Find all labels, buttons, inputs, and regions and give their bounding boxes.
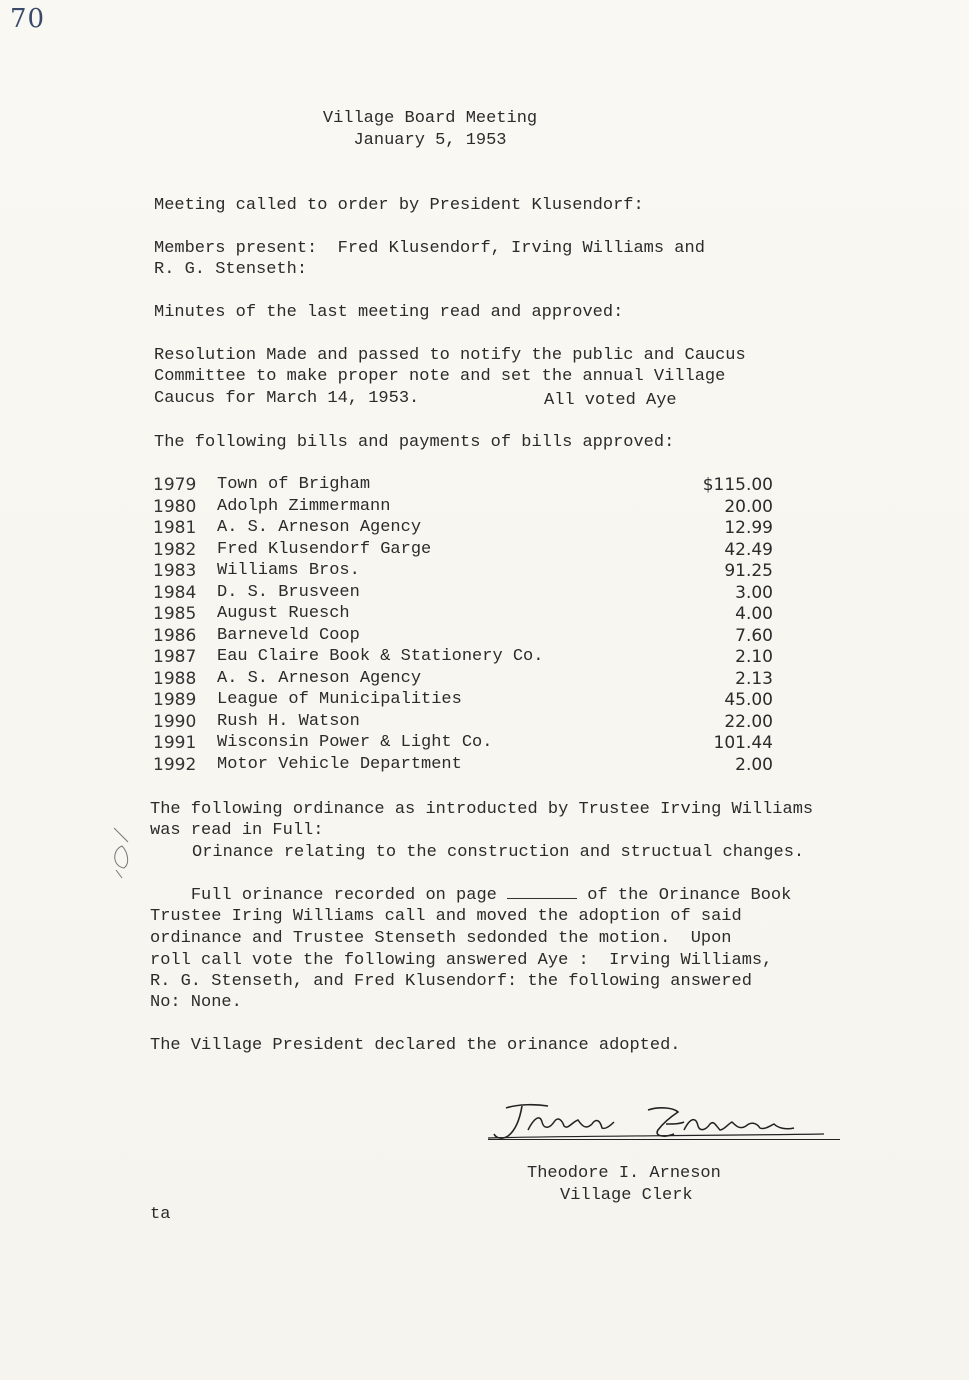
bill-row <box>153 583 773 604</box>
bill-row <box>153 733 773 754</box>
bill-number: 1983 <box>153 561 197 581</box>
bill-payee: Motor Vehicle Department <box>217 755 462 774</box>
resolution-line-1: Resolution Made and passed to notify the public and Caucus <box>154 346 746 365</box>
signature-line <box>488 1139 840 1140</box>
bill-payee: Williams Bros. <box>217 561 360 580</box>
bill-amount: 12.99 <box>724 518 773 538</box>
bill-payee: Barneveld Coop <box>217 626 360 645</box>
vote-line-1: Trustee Iring Williams call and moved the adoption of said <box>150 907 742 926</box>
bill-amount: 22.00 <box>724 712 773 732</box>
bill-number: 1980 <box>153 497 197 517</box>
bill-number: 1990 <box>153 712 197 732</box>
bill-amount: 2.00 <box>735 755 773 775</box>
bill-payee: D. S. Brusveen <box>217 583 360 602</box>
bill-amount: 2.10 <box>735 647 773 667</box>
bill-row <box>153 518 773 539</box>
ordinance-line-2: was read in Full: <box>150 821 324 840</box>
page-number: 70 <box>10 4 46 34</box>
bill-payee: A. S. Arneson Agency <box>217 669 422 688</box>
members-present-line-1: Members present: Fred Klusendorf, Irving Williams and <box>154 239 705 258</box>
bill-row <box>153 647 773 668</box>
bill-row <box>153 604 773 625</box>
bill-payee: League of Municipalities <box>217 690 462 709</box>
bill-row <box>153 669 773 690</box>
bill-number: 1992 <box>153 755 197 775</box>
bill-number: 1984 <box>153 583 197 603</box>
bill-payee: Fred Klusendorf Garge <box>217 540 432 559</box>
bill-amount: 101.44 <box>713 733 773 753</box>
clerk-name: Theodore I. Arneson <box>527 1164 721 1183</box>
bill-amount: 91.25 <box>724 561 773 581</box>
bill-number: 1985 <box>153 604 197 624</box>
bill-amount: $115.00 <box>702 475 773 495</box>
bill-number: 1979 <box>153 475 197 495</box>
bill-payee: Adolph Zimmermann <box>217 497 391 516</box>
page-number-blank <box>507 884 577 899</box>
bill-row <box>153 690 773 711</box>
vote-line-3: roll call vote the following answered Aye : Irving Williams, <box>150 951 773 970</box>
bill-row <box>153 561 773 582</box>
bill-number: 1987 <box>153 647 197 667</box>
bill-number: 1981 <box>153 518 197 538</box>
bill-amount: 45.00 <box>724 690 773 710</box>
bill-row <box>153 712 773 733</box>
handwritten-signature <box>488 1100 848 1150</box>
bill-row <box>153 540 773 561</box>
ordinance-line-3: Orinance relating to the construction and structual changes. <box>192 843 805 862</box>
ordinance-record-text: Full orinance recorded on page <box>190 886 497 905</box>
bill-number: 1991 <box>153 733 197 753</box>
bill-amount: 7.60 <box>735 626 773 646</box>
bill-payee: August Ruesch <box>217 604 350 623</box>
declaration-text: The Village President declared the orinance adopted. <box>150 1036 681 1055</box>
ordinance-line-1: The following ordinance as introducted by Trustee Irving Williams <box>150 800 814 819</box>
resolution-line-2: Committee to make proper note and set the annual Village <box>154 367 726 386</box>
resolution-line-3: Caucus for March 14, 1953. <box>154 389 420 408</box>
bill-amount: 20.00 <box>724 497 773 517</box>
bill-payee: Eau Claire Book & Stationery Co. <box>217 647 544 666</box>
bill-payee: Rush H. Watson <box>217 712 360 731</box>
bill-payee: A. S. Arneson Agency <box>217 518 422 537</box>
clerk-title: Village Clerk <box>560 1186 693 1205</box>
members-present-line-2: R. G. Stenseth: <box>154 260 308 279</box>
bill-amount: 4.00 <box>735 604 773 624</box>
bills-intro-text: The following bills and payments of bills approved: <box>154 433 675 452</box>
bill-amount: 2.13 <box>735 669 773 689</box>
bill-amount: 3.00 <box>735 583 773 603</box>
bill-row <box>153 475 773 496</box>
vote-line-2: ordinance and Trustee Stenseth sedonded the motion. Upon <box>150 929 732 948</box>
called-to-order-text: Meeting called to order by President Klusendorf: <box>154 196 644 215</box>
bill-number: 1989 <box>153 690 197 710</box>
bill-number: 1988 <box>153 669 197 689</box>
bill-row <box>153 626 773 647</box>
ordinance-book-text: of the Orinance Book <box>587 886 792 905</box>
document-title: Village Board Meeting <box>322 109 538 128</box>
typist-initials: ta <box>150 1205 171 1224</box>
bill-row <box>153 497 773 518</box>
bill-payee: Town of Brigham <box>217 475 371 494</box>
bill-payee: Wisconsin Power & Light Co. <box>217 733 493 752</box>
bill-number: 1986 <box>153 626 197 646</box>
bill-row <box>153 755 773 776</box>
vote-line-5: No: None. <box>150 993 242 1012</box>
bill-amount: 42.49 <box>724 540 773 560</box>
vote-line-4: R. G. Stenseth, and Fred Klusendorf: the following answered <box>150 972 752 991</box>
minutes-approved-text: Minutes of the last meeting read and approved: <box>154 303 624 322</box>
bill-number: 1982 <box>153 540 197 560</box>
resolution-vote: All voted Aye <box>544 391 677 410</box>
meeting-date: January 5, 1953 <box>353 131 507 150</box>
